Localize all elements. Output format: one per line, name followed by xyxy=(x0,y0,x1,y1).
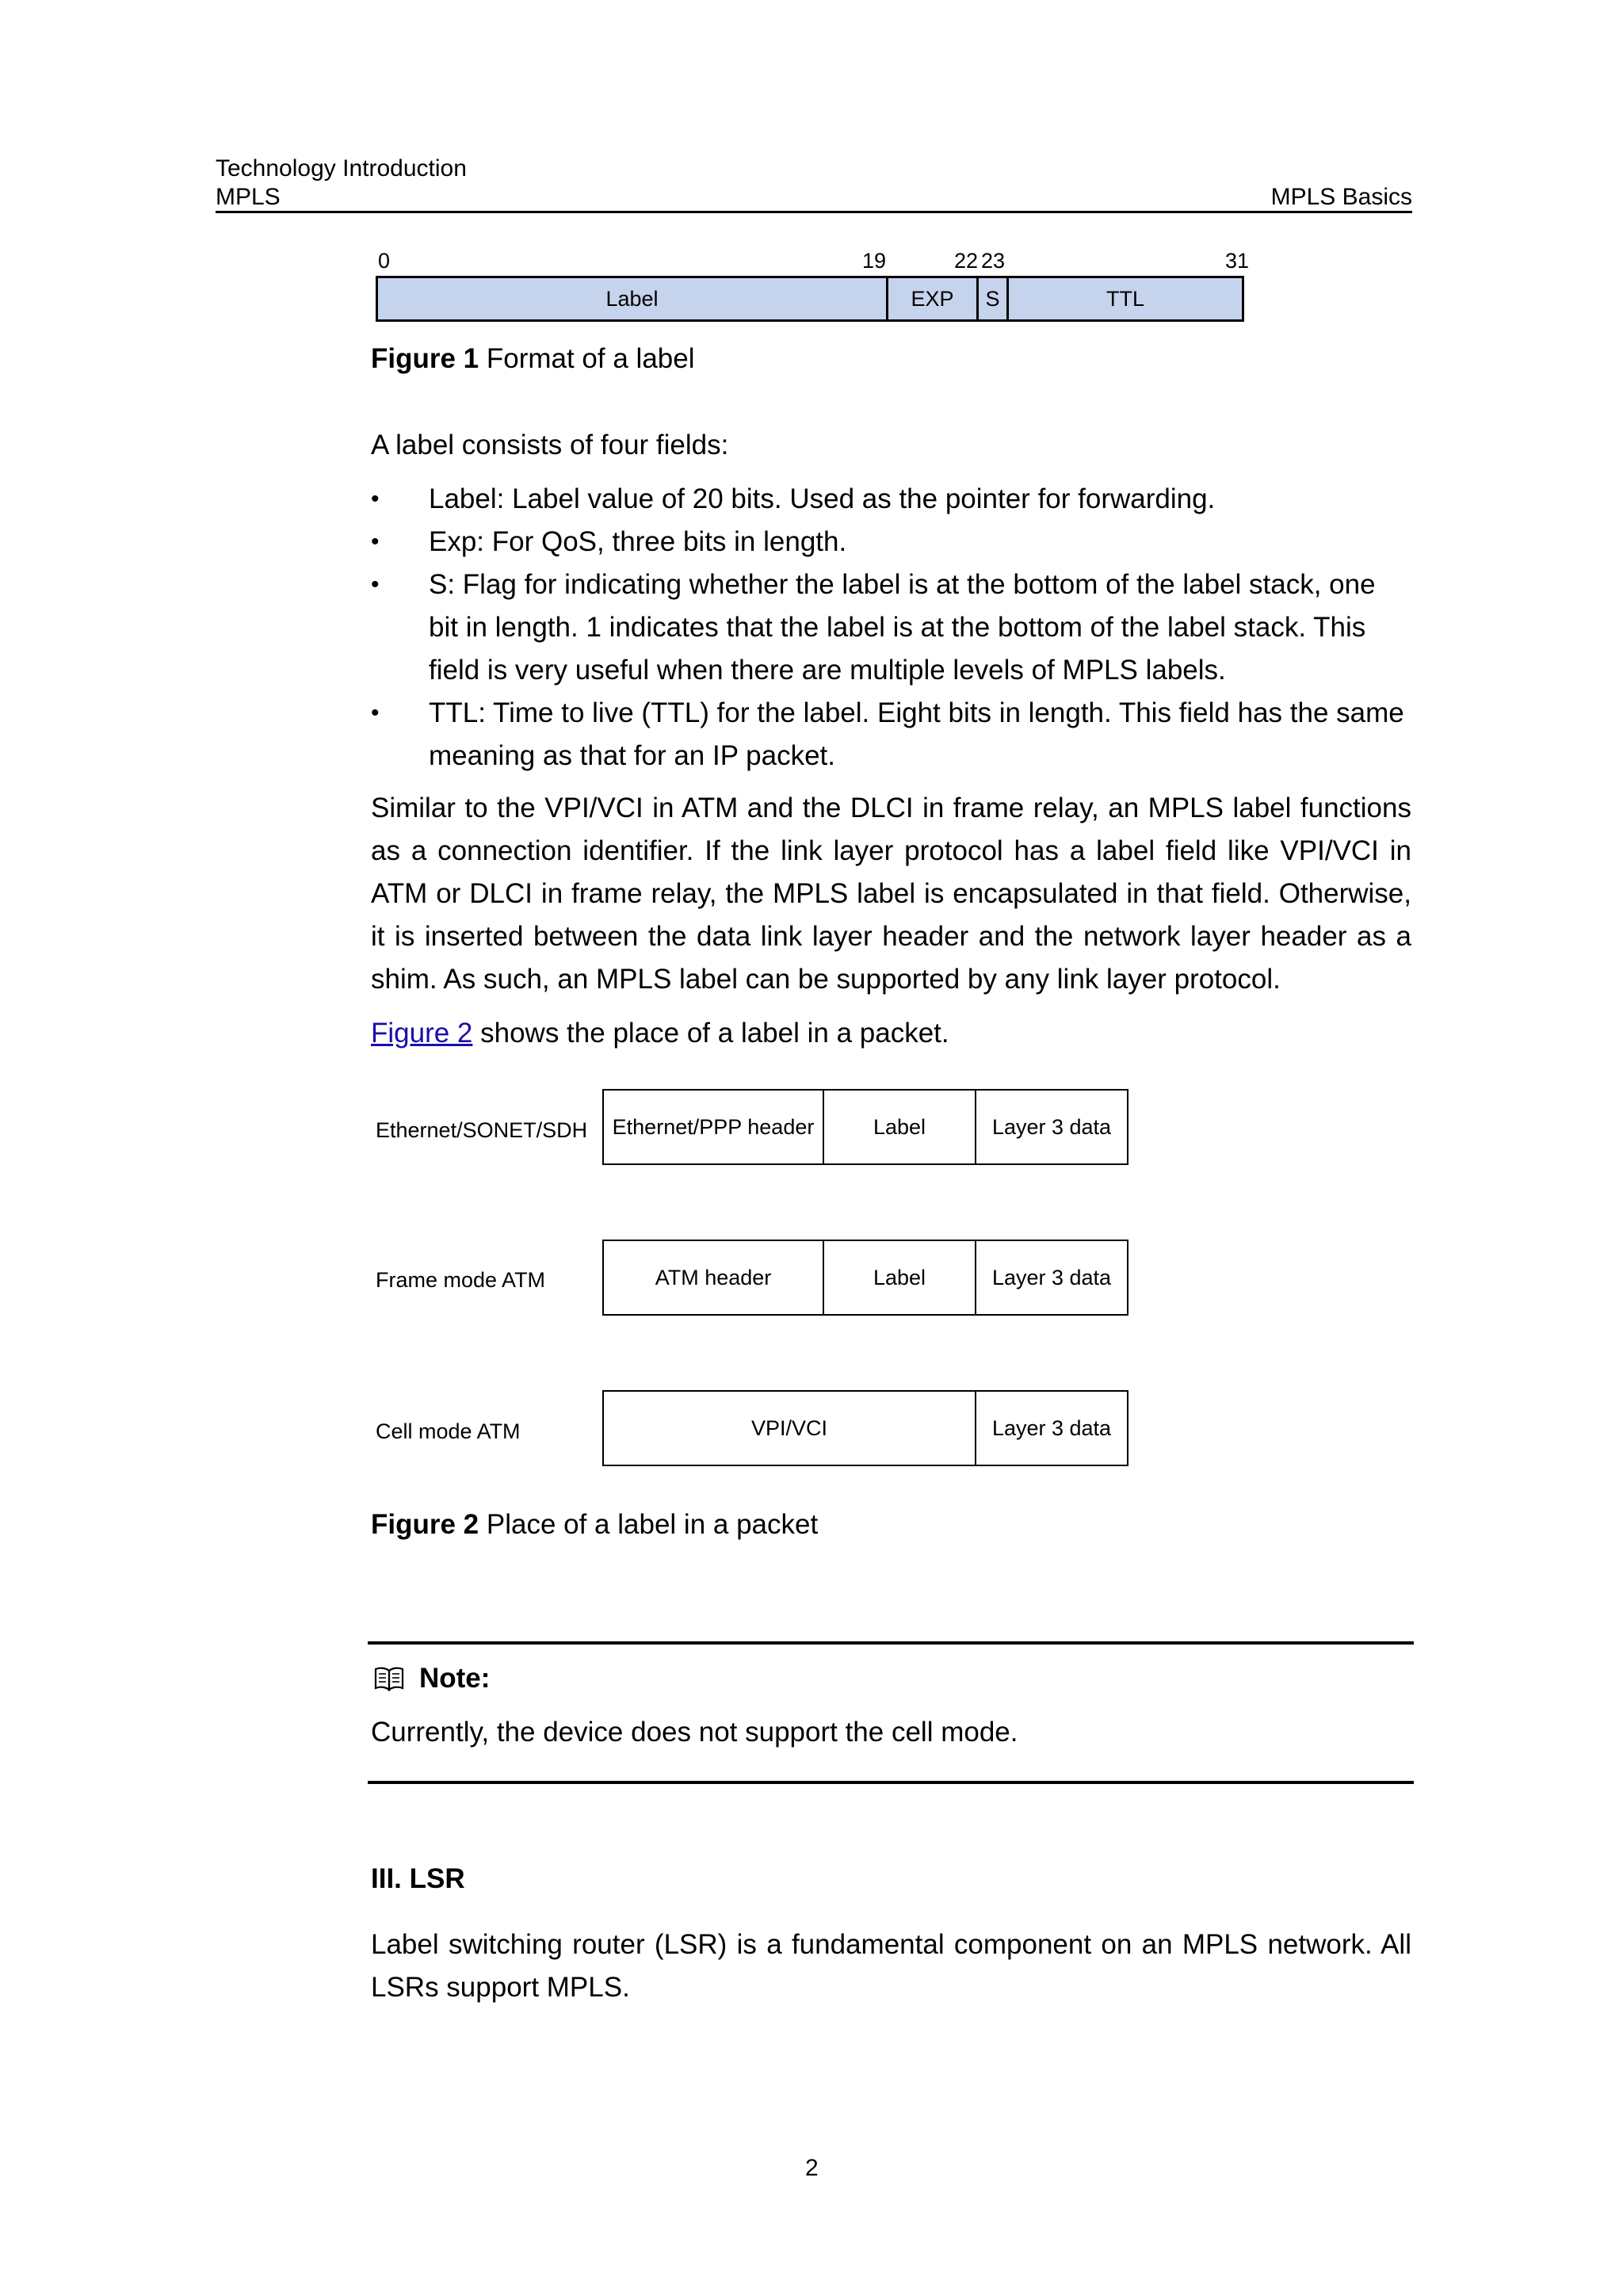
list-item: • S: Flag for indicating whether the label is at the bottom of the label stack, one bit in length. 1 indicates that the label is at the bottom of the label stack. This field is very useful when there are multiple levels of MPLS labels. xyxy=(371,563,1411,692)
bit-number: 23 xyxy=(981,249,1006,273)
header-doc-title: Technology Introduction xyxy=(216,155,467,181)
list-item: • Label: Label value of 20 bits. Used as the pointer for forwarding. xyxy=(371,478,1411,521)
note-bottom-rule xyxy=(368,1781,1414,1784)
label-format-bar xyxy=(376,276,1244,322)
list-item: • Exp: For QoS, three bits in length. xyxy=(371,521,1411,563)
row-label: Ethernet/SONET/SDH xyxy=(376,1118,588,1142)
paragraph: Similar to the VPI/VCI in ATM and the DLCI in frame relay, an MPLS label functions as a connection identifier. If the link layer protocol has a label field like VPI/VCI in ATM or DLCI in frame relay, the MPLS label is encapsulated in that field. Otherwise, it is inserted between the data link layer header and the network layer header as a shim. As such, an MPLS label can be supported by any link layer protocol. xyxy=(371,793,1411,995)
section-heading: III. LSR xyxy=(371,1863,465,1894)
figure-1-caption-text: Format of a label xyxy=(479,343,695,374)
field-exp: EXP xyxy=(888,278,979,319)
bit-number: 19 xyxy=(862,249,887,273)
intro-text: A label consists of four fields: xyxy=(371,430,729,460)
field-label: Label xyxy=(378,278,888,319)
book-icon xyxy=(374,1665,404,1692)
packet-cell: Label xyxy=(823,1089,976,1165)
packet-cell: Label xyxy=(823,1240,976,1316)
section-text: Label switching router (LSR) is a fundamental component on an MPLS network. All LSRs support MPLS. xyxy=(371,1929,1411,2003)
field-list xyxy=(371,478,1411,777)
packet-cell: VPI/VCI xyxy=(602,1390,976,1466)
figure-1-caption-label: Figure 1 xyxy=(371,343,479,374)
bit-number: 0 xyxy=(378,249,391,273)
header-section: MPLS Basics xyxy=(1270,184,1412,210)
note-title: Note: xyxy=(419,1663,491,1694)
figure-2-caption xyxy=(371,1508,818,1541)
field-ttl: TTL xyxy=(1106,286,1144,311)
figure-1-caption xyxy=(371,342,694,376)
header-chapter: MPLS xyxy=(216,184,281,210)
field-s: S xyxy=(979,278,1009,319)
bit-number: 22 xyxy=(954,249,979,273)
list-item: • TTL: Time to live (TTL) for the label. Eight bits in length. This field has the same meaning as that for an IP packet. xyxy=(371,692,1411,777)
packet-cell: ATM header xyxy=(602,1240,824,1316)
row-label: Cell mode ATM xyxy=(376,1419,521,1443)
header-rule xyxy=(216,211,1412,213)
packet-row xyxy=(602,1390,1128,1466)
note-top-rule xyxy=(368,1641,1414,1645)
packet-cell: Ethernet/PPP header xyxy=(602,1089,824,1165)
figure-2-reference-text: shows the place of a label in a packet. xyxy=(472,1018,949,1049)
packet-cell: Layer 3 data xyxy=(975,1089,1128,1165)
bit-number: 31 xyxy=(1225,249,1250,273)
row-label: Frame mode ATM xyxy=(376,1268,546,1292)
packet-cell: Layer 3 data xyxy=(975,1240,1128,1316)
page-number: 2 xyxy=(805,2155,819,2181)
figure-2-caption-text: Place of a label in a packet xyxy=(479,1509,819,1540)
packet-row xyxy=(602,1240,1128,1316)
packet-cell: Layer 3 data xyxy=(975,1390,1128,1466)
figure-2-caption-label: Figure 2 xyxy=(371,1509,479,1540)
packet-row xyxy=(602,1089,1128,1165)
figure-2-link[interactable]: Figure 2 xyxy=(371,1018,473,1049)
note-text: Currently, the device does not support the cell mode. xyxy=(371,1717,1018,1748)
figure-2-reference xyxy=(371,1012,949,1055)
